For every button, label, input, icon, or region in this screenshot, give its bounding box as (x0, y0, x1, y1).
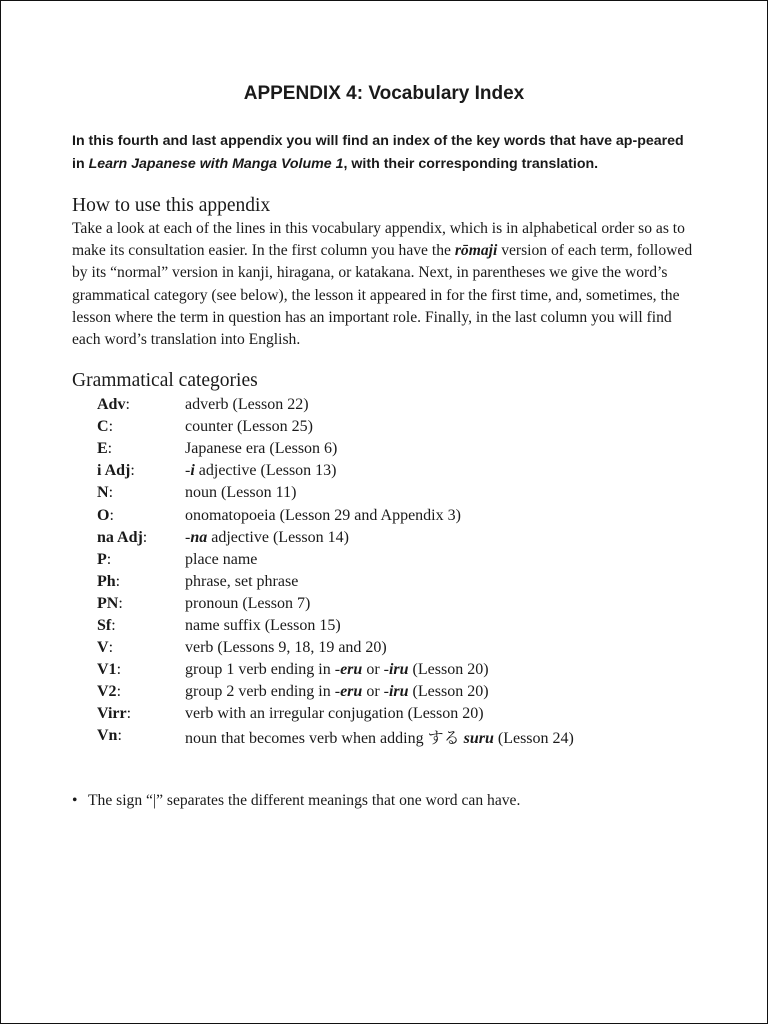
category-row (97, 394, 717, 416)
category-code-text: Sf (97, 616, 112, 634)
category-row (97, 438, 717, 460)
description-text: adjective (Lesson 14) (207, 528, 349, 546)
category-row (97, 504, 717, 526)
description-text: - (185, 462, 191, 480)
category-row (97, 527, 717, 549)
description-text: (Lesson 20) (408, 661, 489, 679)
emphasized-term: suru (463, 729, 494, 747)
category-code-text: na Adj (97, 528, 143, 546)
category-code-text: Vn (97, 727, 118, 745)
how-to-heading: How to use this appendix (72, 195, 271, 216)
category-description (185, 462, 337, 480)
category-code: O: (97, 506, 114, 524)
emphasized-term: iru (388, 661, 409, 679)
category-code: V1: (97, 661, 122, 679)
note-bullet-item (72, 792, 697, 810)
category-code-text: Adv (97, 396, 126, 414)
description-text: onomatopoeia (Lesson 29 and Appendix 3) (185, 506, 461, 524)
description-text: adjective (Lesson 13) (194, 462, 337, 480)
description-text: verb with an irregular conjugation (Lesson 20) (185, 705, 484, 723)
category-description (185, 705, 484, 723)
category-code: Adv: (97, 396, 130, 414)
page-title: APPENDIX 4: Vocabulary Index (243, 83, 525, 104)
category-code: na Adj: (97, 528, 148, 546)
category-code: N: (97, 484, 114, 502)
category-description (185, 484, 296, 502)
category-code: E: (97, 440, 113, 458)
category-row (97, 725, 717, 747)
description-text: group 1 verb ending in - (185, 661, 341, 679)
category-row (97, 659, 717, 681)
category-code: V2: (97, 683, 122, 701)
category-code-text: V (97, 639, 109, 657)
description-text: or - (362, 661, 389, 679)
category-description (185, 440, 337, 458)
intro-text-1: In this fourth and last appendix you will find an index of the key words that have ap-peared in (72, 133, 684, 172)
category-code: Vn: (97, 727, 122, 745)
category-code: C: (97, 418, 114, 436)
description-text: counter (Lesson 25) (185, 418, 313, 436)
category-code: i Adj: (97, 462, 135, 480)
category-row (97, 637, 717, 659)
category-code-text: PN (97, 594, 119, 612)
description-text: phrase, set phrase (185, 572, 299, 590)
category-code-text: C (97, 418, 109, 436)
category-row (97, 681, 717, 703)
category-row (97, 593, 717, 615)
category-row (97, 482, 717, 504)
description-text: or - (362, 683, 389, 701)
category-code-text: V2 (97, 683, 117, 701)
category-code-text: Virr (97, 705, 127, 723)
category-description (185, 507, 461, 525)
category-description (185, 617, 341, 635)
category-description (185, 551, 257, 569)
description-text: - (185, 528, 191, 546)
category-row (97, 416, 717, 438)
emphasized-term: i (190, 462, 195, 480)
category-code: V: (97, 639, 114, 657)
description-text: name suffix (Lesson 15) (185, 616, 341, 634)
category-code: Virr: (97, 705, 132, 723)
romaji-term: rōmaji (454, 242, 498, 260)
intro-paragraph (72, 130, 697, 176)
category-description (185, 661, 489, 679)
category-code: P: (97, 550, 112, 568)
category-description (185, 573, 298, 591)
category-description (185, 396, 309, 414)
description-text: group 2 verb ending in - (185, 683, 341, 701)
emphasized-term: eru (340, 683, 363, 701)
category-description (185, 725, 574, 748)
category-row (97, 571, 717, 593)
category-code-text: O (97, 506, 110, 524)
how-to-text-2: version of each term, followed by its “normal” version in kanji, hiragana, or katakana. Next, in parentheses we give the word’s grammatical category (see below), the lesson it appeared in for the first time, and, sometimes, the lesson where the term in question has an important role. Finally, in the last column you will find each word’s translation into English. (72, 242, 693, 349)
grammatical-categories-heading: Grammatical categories (72, 370, 258, 391)
category-code-text: E (97, 440, 108, 458)
category-description (185, 529, 349, 547)
bullet-icon: • (72, 792, 78, 809)
category-code-text: i Adj (97, 462, 131, 480)
category-row (97, 549, 717, 571)
category-description (185, 595, 310, 613)
description-text: adverb (Lesson 22) (185, 396, 309, 414)
description-text: (Lesson 24) (493, 729, 574, 747)
book-title: Learn Japanese with Manga Volume 1 (88, 156, 344, 172)
description-text: pronoun (Lesson 7) (185, 594, 311, 612)
category-description (185, 683, 489, 701)
category-row (97, 615, 717, 637)
how-to-text-1: Take a look at each of the lines in this vocabulary appendix, which is in alphabetical order so as to make its consultation easier. In the first column you have the (72, 220, 685, 260)
description-text: (Lesson 20) (408, 683, 489, 701)
category-row (97, 703, 717, 725)
description-text: place name (185, 550, 258, 568)
category-description (185, 418, 313, 436)
category-code-text: P (97, 550, 107, 568)
emphasized-term: iru (388, 683, 409, 701)
category-code-text: V1 (97, 661, 117, 679)
category-description (185, 639, 387, 657)
emphasized-term: na (190, 528, 208, 546)
category-code: Sf: (97, 616, 116, 634)
category-code: PN: (97, 594, 123, 612)
description-text: Japanese era (Lesson 6) (185, 440, 338, 458)
category-code-text: Ph (97, 572, 116, 590)
description-text: verb (Lessons 9, 18, 19 and 20) (185, 639, 387, 657)
category-code-text: N (97, 484, 109, 502)
category-code: Ph: (97, 572, 121, 590)
description-text: noun (Lesson 11) (185, 484, 297, 502)
note-text: The sign “|” separates the different meanings that one word can have. (88, 792, 521, 809)
grammatical-categories-list (97, 394, 717, 748)
how-to-paragraph (72, 218, 697, 351)
emphasized-term: eru (340, 661, 363, 679)
intro-text-2: , with their corresponding translation. (343, 156, 599, 172)
category-row (97, 460, 717, 482)
description-text: noun that becomes verb when adding する (185, 729, 464, 747)
